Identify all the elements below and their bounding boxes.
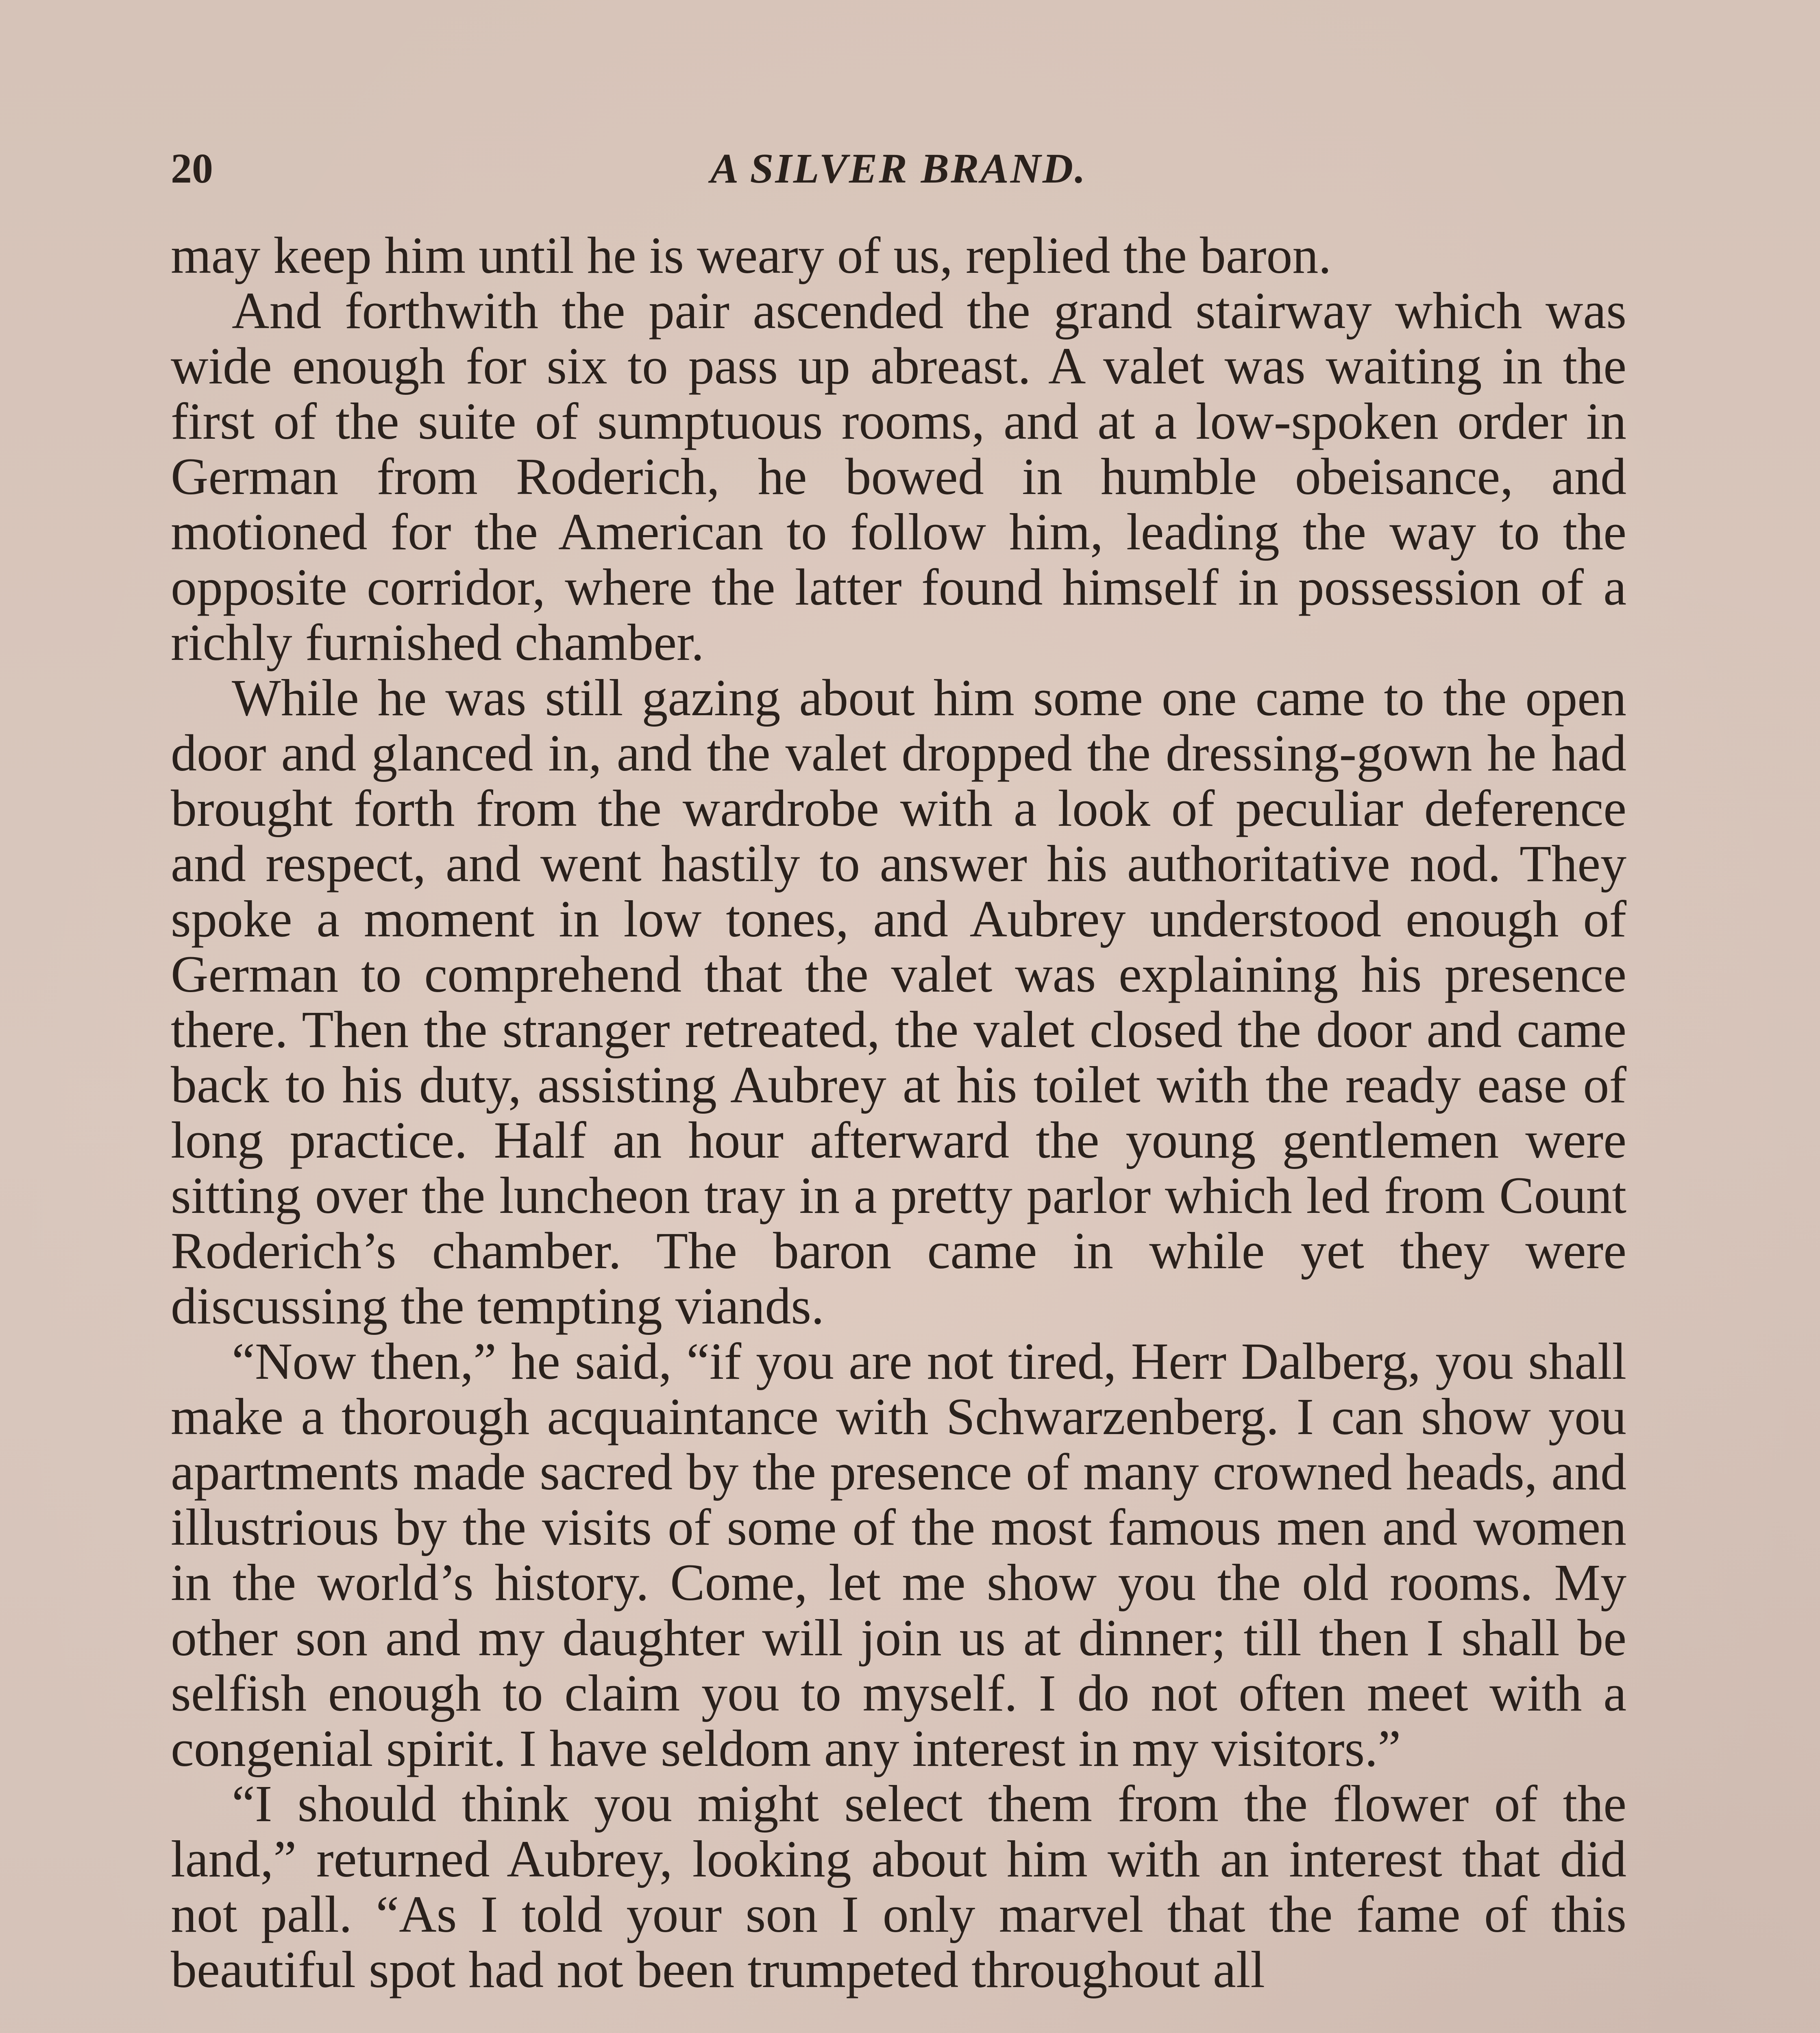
paragraph: While he was still gazing about him some one came to the open door and glanced in, and the valet dropped the dressing-gown he had brought forth from the wardrobe with a look of peculiar deference and respect, and went hastily to answer his authoritative nod. They spoke a moment in low tones, and Aubrey understood enough of German to comprehend that the valet was explaining his presence there. Then the stranger retreated, the valet closed the door and came back to his duty, assisting Aubrey at his toilet with the ready ease of long practice. Half an hour afterward the young gentlemen were sitting over the luncheon tray in a pretty parlor which led from Count Roderich’s chamber. The baron came in while yet they were discussing the tempting viands. (171, 669, 1626, 1335)
paragraph: “I should think you might select them from the flower of the land,” returned Aubrey, looking about him with an interest that did not pall. “As I told your son I only marvel that the fame of this beautiful spot had not been trumpeted throughout all (171, 1775, 1626, 1998)
running-title: A SILVER BRAND. (710, 145, 1087, 192)
page-number: 20 (171, 145, 213, 192)
paragraph: “Now then,” he said, “if you are not tired, Herr Dalberg, you shall make a thorough acquaintance with Schwarzenberg. I can show you apartments made sacred by the presence of many crowned heads, and illustrious by the visits of some of the most famous men and women in the world’s history. Come, let me show you the old rooms. My other son and my daughter will join us at dinner; till then I shall be selfish enough to claim you to myself. I do not often meet with a congenial spirit. I have seldom any interest in my visitors.” (171, 1332, 1626, 1777)
page-header (171, 138, 1626, 203)
paragraph: may keep him until he is weary of us, replied the baron. (171, 226, 1332, 284)
body-text (171, 228, 1626, 1997)
paragraph: And forthwith the pair ascended the grand stairway which was wide enough for six to pass up abreast. A valet was waiting in the first of the suite of sumptuous rooms, and at a low-spoken order in German from Roderich, he bowed in humble obeisance, and motioned for the American to follow him, leading the way to the opposite corridor, where the latter found himself in possession of a richly furnished chamber. (171, 282, 1626, 671)
